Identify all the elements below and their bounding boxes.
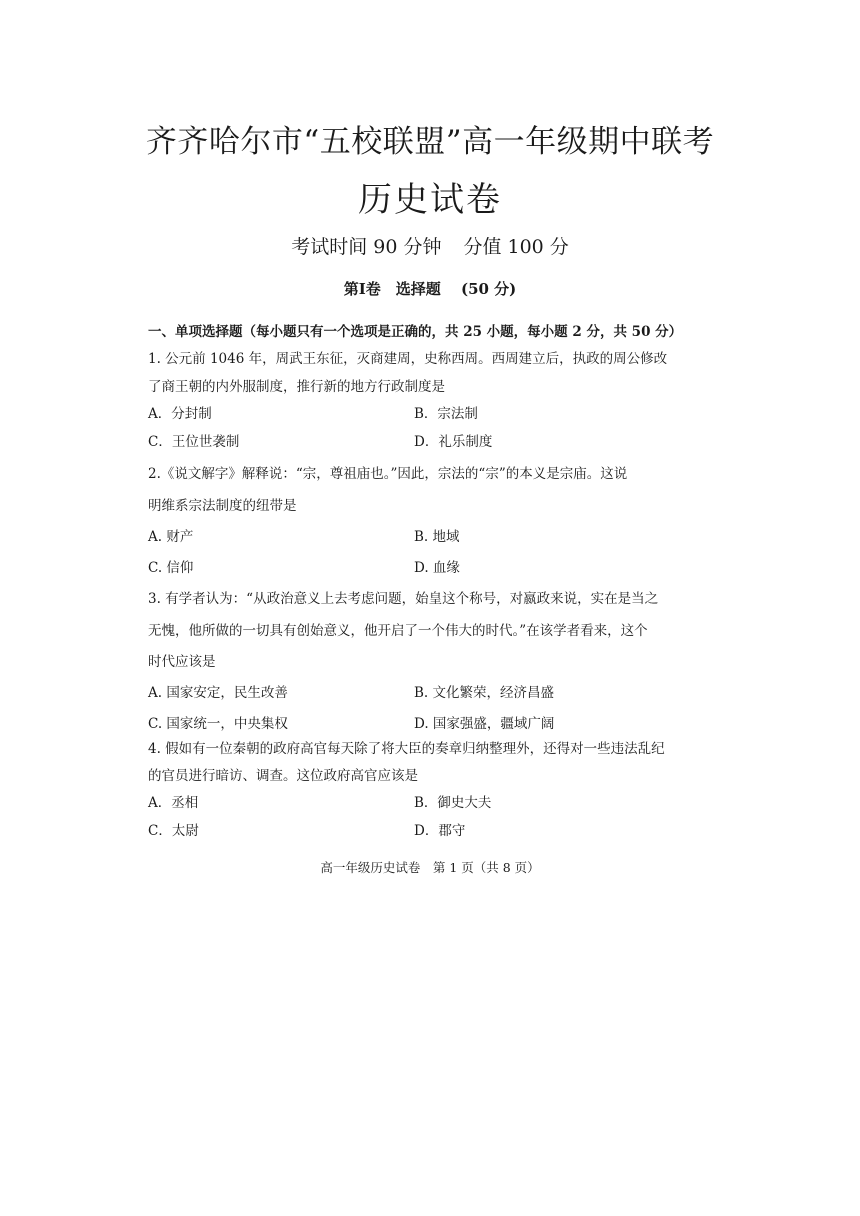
question-3-line-1: 3. 有学者认为：“从政治意义上去考虑问题，始皇这个称号，对嬴政来说，实在是当之 <box>148 591 659 607</box>
subject-title: 历史试卷 <box>358 180 502 220</box>
question-4-option-b: B．御史大夫 <box>414 795 492 811</box>
question-3-option-c: C. 国家统一，中央集权 <box>148 716 288 732</box>
exam-title: 齐齐哈尔市“五校联盟”高一年级期中联考 <box>145 124 715 160</box>
part-heading: 第Ⅰ卷 选择题 (50 分) <box>343 280 517 298</box>
question-4-option-a: A．丞相 <box>148 795 199 811</box>
page-footer: 高一年级历史试卷 第 1 页（共 8 页） <box>320 860 540 875</box>
question-1-option-a: A．分封制 <box>148 406 212 422</box>
question-4-option-d: D．郡守 <box>414 823 466 839</box>
question-3-option-a: A. 国家安定，民生改善 <box>148 685 288 701</box>
question-2-option-d: D. 血缘 <box>414 560 460 576</box>
question-1-option-d: D．礼乐制度 <box>414 434 493 450</box>
question-4-line-2: 的官员进行暗访、调查。这位政府高官应该是 <box>148 768 418 784</box>
question-1-line-1: 1. 公元前 1046 年，周武王东征，灭商建周，史称西周。西周建立后，执政的周公修改 <box>148 351 668 367</box>
exam-time: 考试时间 90 分钟 <box>291 236 442 258</box>
question-4-line-1: 4. 假如有一位秦朝的政府高官每天除了将大臣的奏章归纳整理外，还得对一些违法乱纪 <box>148 741 665 757</box>
question-2-line-2: 明维系宗法制度的纽带是 <box>148 498 297 514</box>
question-2-line-1: 2.《说文解字》解释说：“宗，尊祖庙也。”因此，宗法的“宗”的本义是宗庙。这说 <box>148 466 628 482</box>
question-2-option-b: B. 地域 <box>414 529 460 545</box>
question-1-option-c: C．王位世袭制 <box>148 434 240 450</box>
section-heading: 一、单项选择题（每小题只有一个选项是正确的，共 25 小题，每小题 2 分，共 50 分） <box>148 324 683 340</box>
question-3-line-3: 时代应该是 <box>148 654 216 670</box>
question-3-line-2: 无愧，他所做的一切具有创始意义，他开启了一个伟大的时代。”在该学者看来，这个 <box>148 623 648 639</box>
question-2-option-c: C. 信仰 <box>148 560 194 576</box>
question-1-line-2: 了商王朝的内外服制度，推行新的地方行政制度是 <box>148 379 445 395</box>
question-4-option-c: C．太尉 <box>148 823 199 839</box>
question-3-option-d: D. 国家强盛，疆域广阔 <box>414 716 555 732</box>
exam-meta <box>0 232 860 259</box>
question-2-option-a: A. 财产 <box>148 529 194 545</box>
score-value: 分值 100 分 <box>463 236 569 258</box>
question-3-option-b: B. 文化繁荣，经济昌盛 <box>414 685 555 701</box>
question-1-option-b: B．宗法制 <box>414 406 478 422</box>
